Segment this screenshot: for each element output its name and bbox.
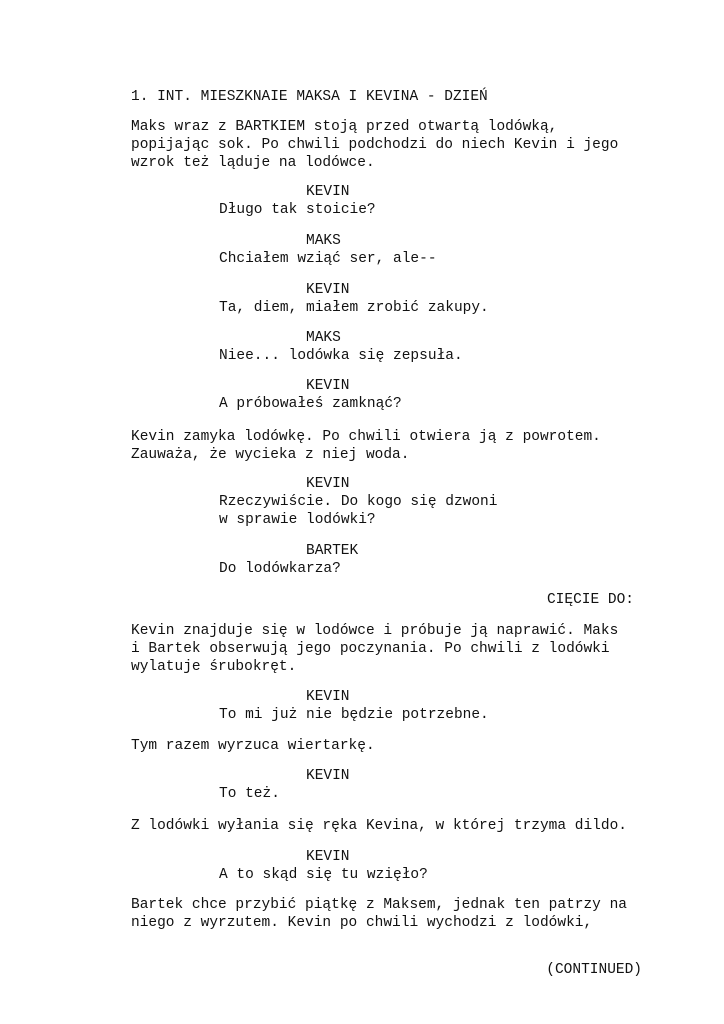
character-name: KEVIN (306, 689, 350, 705)
action-line: i Bartek obserwują jego poczynania. Po chwili z lodówki (131, 641, 610, 657)
character-name: KEVIN (306, 849, 350, 865)
dialogue-line: A próbowałeś zamknąć? (219, 396, 402, 412)
action-line: wzrok też ląduje na lodówce. (131, 155, 375, 171)
dialogue-line: Rzeczywiście. Do kogo się dzwoni (219, 494, 498, 510)
action-line: Maks wraz z BARTKIEM stoją przed otwartą lodówką, (131, 119, 558, 135)
character-name: BARTEK (306, 543, 359, 559)
dialogue-line: Do lodówkarza? (219, 561, 341, 577)
dialogue-line: To mi już nie będzie potrzebne. (219, 707, 489, 723)
action-line: Kevin zamyka lodówkę. Po chwili otwiera ją z powrotem. (131, 429, 601, 445)
continued-marker: (CONTINUED) (546, 962, 642, 978)
action-line: Tym razem wyrzuca wiertarkę. (131, 738, 375, 754)
character-name: KEVIN (306, 282, 350, 298)
dialogue-line: A to skąd się tu wzięło? (219, 867, 428, 883)
action-line: niego z wyrzutem. Kevin po chwili wychodzi z lodówki, (131, 915, 593, 931)
character-name: MAKS (306, 330, 341, 346)
dialogue-line: w sprawie lodówki? (219, 512, 376, 528)
character-name: KEVIN (306, 184, 350, 200)
character-name: KEVIN (306, 768, 350, 784)
action-line: wylatuje śrubokręt. (131, 659, 297, 675)
action-line: Z lodówki wyłania się ręka Kevina, w której trzyma dildo. (131, 818, 627, 834)
dialogue-line: Długo tak stoicie? (219, 202, 376, 218)
dialogue-line: Niee... lodówka się zepsuła. (219, 348, 463, 364)
action-line: Zauważa, że wycieka z niej woda. (131, 447, 410, 463)
action-line: Bartek chce przybić piątkę z Maksem, jednak ten patrzy na (131, 897, 627, 913)
action-line: Kevin znajduje się w lodówce i próbuje ją naprawić. Maks (131, 623, 619, 639)
character-name: KEVIN (306, 378, 350, 394)
dialogue-line: Ta, diem, miałem zrobić zakupy. (219, 300, 489, 316)
character-name: KEVIN (306, 476, 350, 492)
dialogue-line: To też. (219, 786, 280, 802)
scene-heading: 1. INT. MIESZKNAIE MAKSA I KEVINA - DZIEŃ (131, 89, 488, 105)
dialogue-line: Chciałem wziąć ser, ale-- (219, 251, 437, 267)
character-name: MAKS (306, 233, 341, 249)
transition: CIĘCIE DO: (546, 592, 634, 608)
action-line: popijając sok. Po chwili podchodzi do niech Kevin i jego (131, 137, 619, 153)
